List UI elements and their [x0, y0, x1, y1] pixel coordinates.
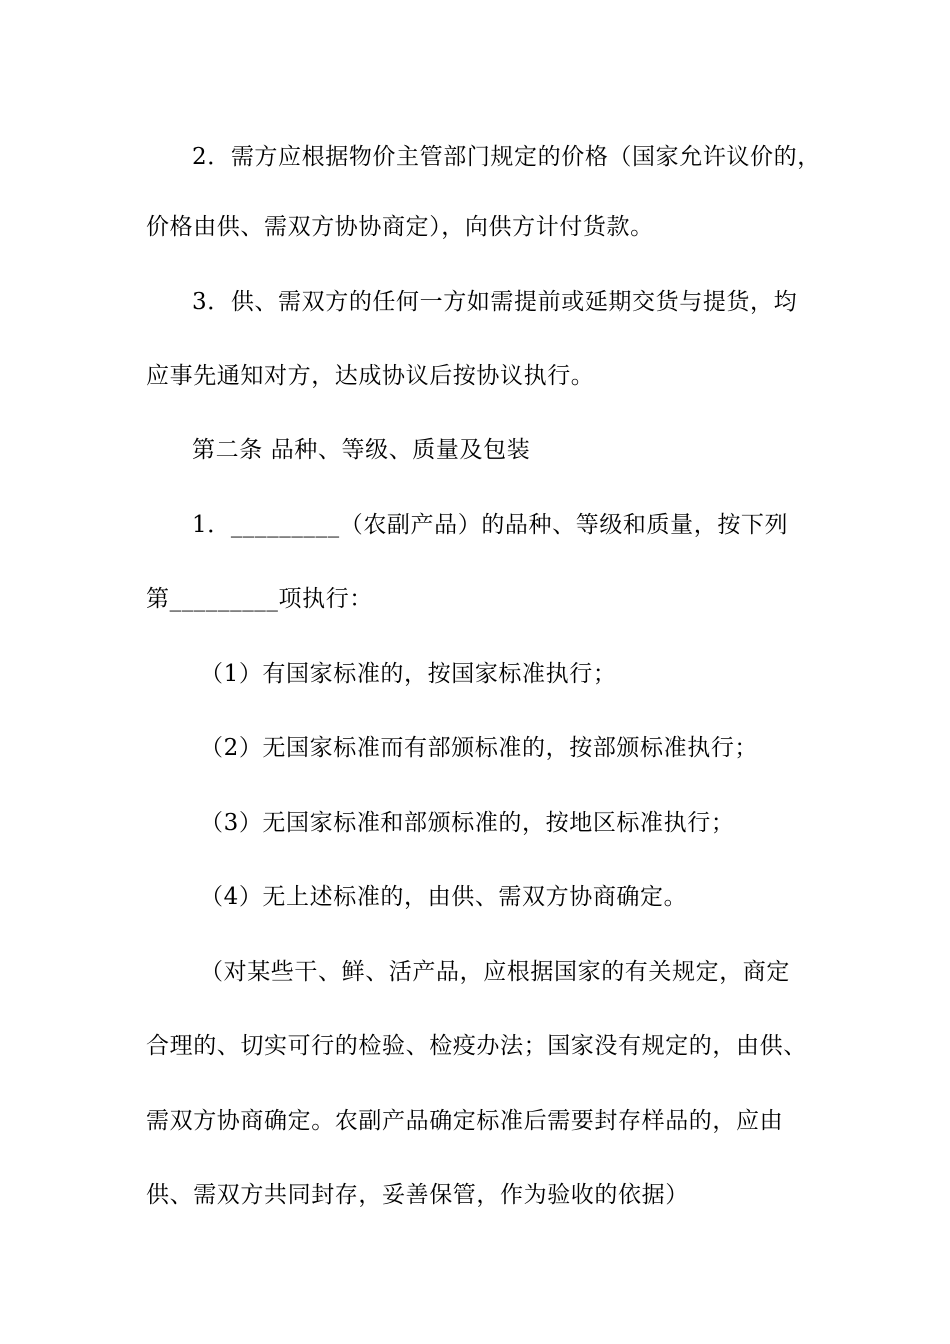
list-item: （4）无上述标准的，由供、需双方协商确定。: [200, 884, 688, 910]
list-item: （3）无国家标准和部颁标准的，按地区标准执行；: [200, 810, 735, 836]
paragraph-line: 价格由供、需双方协协商定），向供方计付货款。: [146, 214, 654, 240]
paragraph-line: 供、需双方共同封存，妥善保管，作为验收的依据）: [146, 1182, 689, 1208]
section-heading: 第二条 品种、等级、质量及包装: [192, 437, 531, 463]
paragraph-line: 3．供、需双方的任何一方如需提前或延期交货与提货，均: [192, 289, 798, 315]
paragraph-line: 合理的、切实可行的检验、检疫办法；国家没有规定的，由供、: [146, 1033, 807, 1059]
paragraph-line: 第_________项执行：: [146, 586, 373, 612]
paragraph-line: 2．需方应根据物价主管部门规定的价格（国家允许议价的，: [192, 144, 821, 170]
list-item: （1）有国家标准的，按国家标准执行；: [200, 661, 617, 687]
paragraph-line: 1．_________（农副产品）的品种、等级和质量，按下列: [192, 512, 789, 538]
list-item: （2）无国家标准而有部颁标准的，按部颁标准执行；: [200, 735, 759, 761]
paragraph-line: （对某些干、鲜、活产品，应根据国家的有关规定，商定: [200, 959, 790, 985]
paragraph-line: 应事先通知对方，达成协议后按协议执行。: [146, 363, 595, 389]
paragraph-line: 需双方协商确定。农副产品确定标准后需要封存样品的，应由: [146, 1108, 784, 1134]
